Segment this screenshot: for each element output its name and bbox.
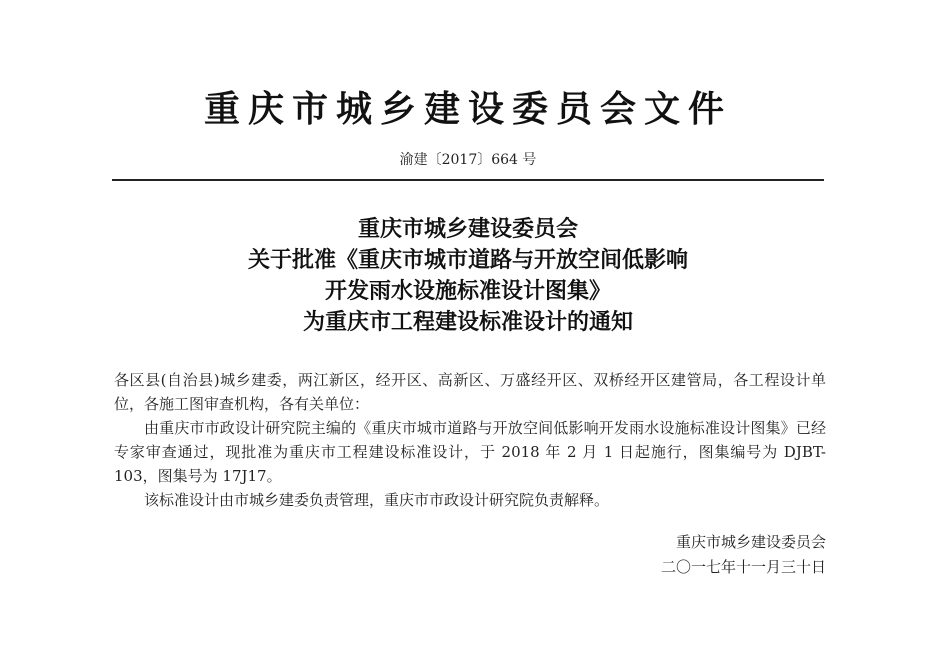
notice-title: [0, 214, 936, 338]
notice-title-line: 关于批准《重庆市城市道路与开放空间低影响: [247, 248, 688, 273]
notice-title-line: 为重庆市工程建设标准设计的通知: [302, 310, 633, 335]
issuer-name: 重庆市城乡建设委员会: [675, 533, 826, 551]
issue-date: 二〇一七年十一月三十日: [660, 558, 826, 576]
document-number: 渝建〔2017〕664 号: [399, 152, 537, 168]
document-header-title: 重庆市城乡建设委员会文件: [203, 88, 732, 130]
notice-body: [114, 368, 826, 512]
body-paragraph: 该标准设计由市城乡建委负责管理，重庆市市政设计研究院负责解释。: [144, 491, 610, 509]
recipients: 各区县(自治县)城乡建委，两江新区，经开区、高新区、万盛经开区、双桥经开区建管局，各工程设计单位，各施工图审查机构，各有关单位：: [114, 371, 826, 413]
notice-title-line: 重庆市城乡建设委员会: [357, 217, 578, 242]
header-divider: [112, 179, 824, 181]
notice-title-line: 开发雨水设施标准设计图集》: [324, 279, 611, 304]
signature-block: [661, 530, 826, 580]
body-paragraph: 由重庆市市政设计研究院主编的《重庆市城市道路与开放空间低影响开发雨水设施标准设计图集》已经专家审查通过，现批准为重庆市工程建设标准设计，于 2018 年 2 月 1 日起施行，图集编号为 DJBT-103，图集号为 17J17。: [114, 419, 826, 485]
